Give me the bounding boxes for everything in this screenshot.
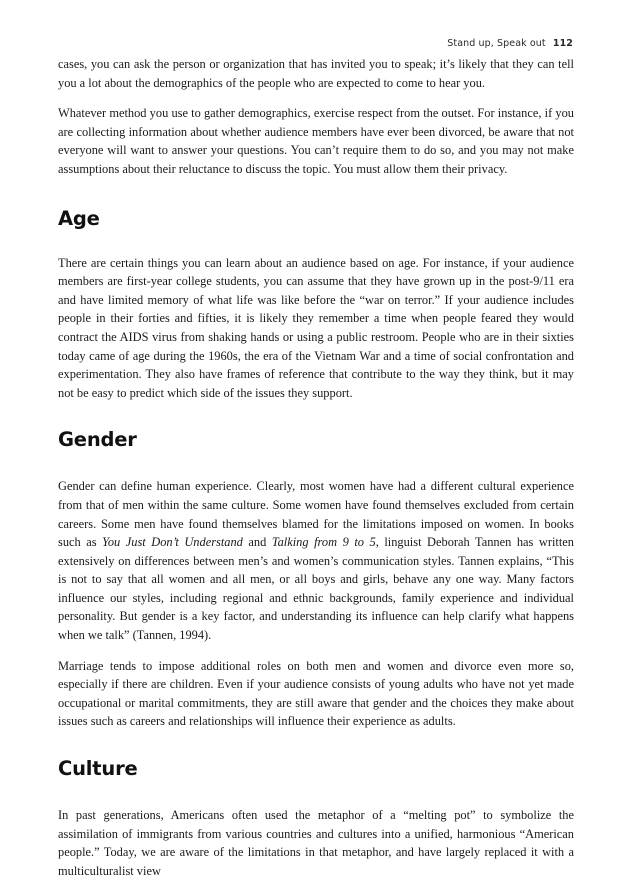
page-body: [58, 55, 574, 880]
section-heading-culture: Culture: [58, 757, 138, 781]
intro-paragraph-1: cases, you can ask the person or organization that has invited you to speak; it’s likely that they can tell you a lot about the demographics of the people who are expected to come to hear you.: [58, 57, 574, 90]
intro-paragraph-2: Whatever method you use to gather demographics, exercise respect from the outset. For instance, if you are collecting information about whether audience members have ever been divorced, be aware that not everyone will want to answer your questions. You can’t require them to do so, and you may not make assumptions about their reluctance to discuss the topic. You must allow them their privacy.: [58, 106, 574, 176]
gender-p1-text-a: Gender can define human experience. Clearly, most women have had a different cultural experience from that of men within the same culture. Some women have found themselves excluded from certain careers. Some men have found themselves blamed for the limitations imposed on women. In books such as: [58, 479, 574, 550]
page-number: 112: [552, 38, 573, 49]
section-heading-gender: Gender: [58, 428, 137, 452]
culture-paragraph-1: In past generations, Americans often used the metaphor of a “melting pot” to symbolize the assimilation of immigrants from various countries and cultures into a unified, harmonious “American people.” Today, we are aware of the limitations in that metaphor, and have largely replaced it with a multiculturalist view: [58, 808, 574, 878]
book-title-you-just-dont-understand: You Just Don’t Understand: [102, 535, 243, 550]
age-paragraph-1: There are certain things you can learn about an audience based on age. For instance, if your audience members are first-year college students, you can assume that they have grown up in the post-9/11 era and have limited memory of what life was like before the “war on terror.” If your audience includes people in their forties and fifties, it is likely they remember a time when people feared they would contract the AIDS virus from shaking hands or using a public restroom. People who are in their sixties today came of age during the 1960s, the era of the Vietnam War and a time of social confrontation and experimentation. They also have frames of reference that contribute to the way they think, but it may not be easy to predict which side of the issues they support.: [58, 255, 574, 400]
running-header: [447, 38, 573, 49]
running-title: Stand up, Speak out: [447, 38, 546, 49]
gender-p1-text-b: , linguist Deborah Tannen has written extensively on differences between men’s and women’s communication styles. Tannen explains, “This is not to say that all women and all men, or all boys and girls, behave any one way. Many factors influence our styles, including regional and ethnic backgrounds, family experience and individual personality. But gender is a key factor, and understanding its influence can help clarify what happens when we talk” (Tannen, 1994).: [58, 535, 574, 643]
gender-paragraph-2: Marriage tends to impose additional roles on both men and women and divorce even more so, especially if there are children. Even if your audience consists of young adults who have not yet made occupational or marital commitments, they are still aware that gender and the choices they make about issues such as careers and relationships will influence their experience as adults.: [58, 658, 574, 729]
gender-p1-and: and: [242, 535, 272, 550]
gender-paragraph-1: [58, 477, 574, 644]
section-heading-age: Age: [58, 206, 100, 230]
book-title-talking-from-9-to-5: Talking from 9 to 5: [271, 535, 376, 550]
